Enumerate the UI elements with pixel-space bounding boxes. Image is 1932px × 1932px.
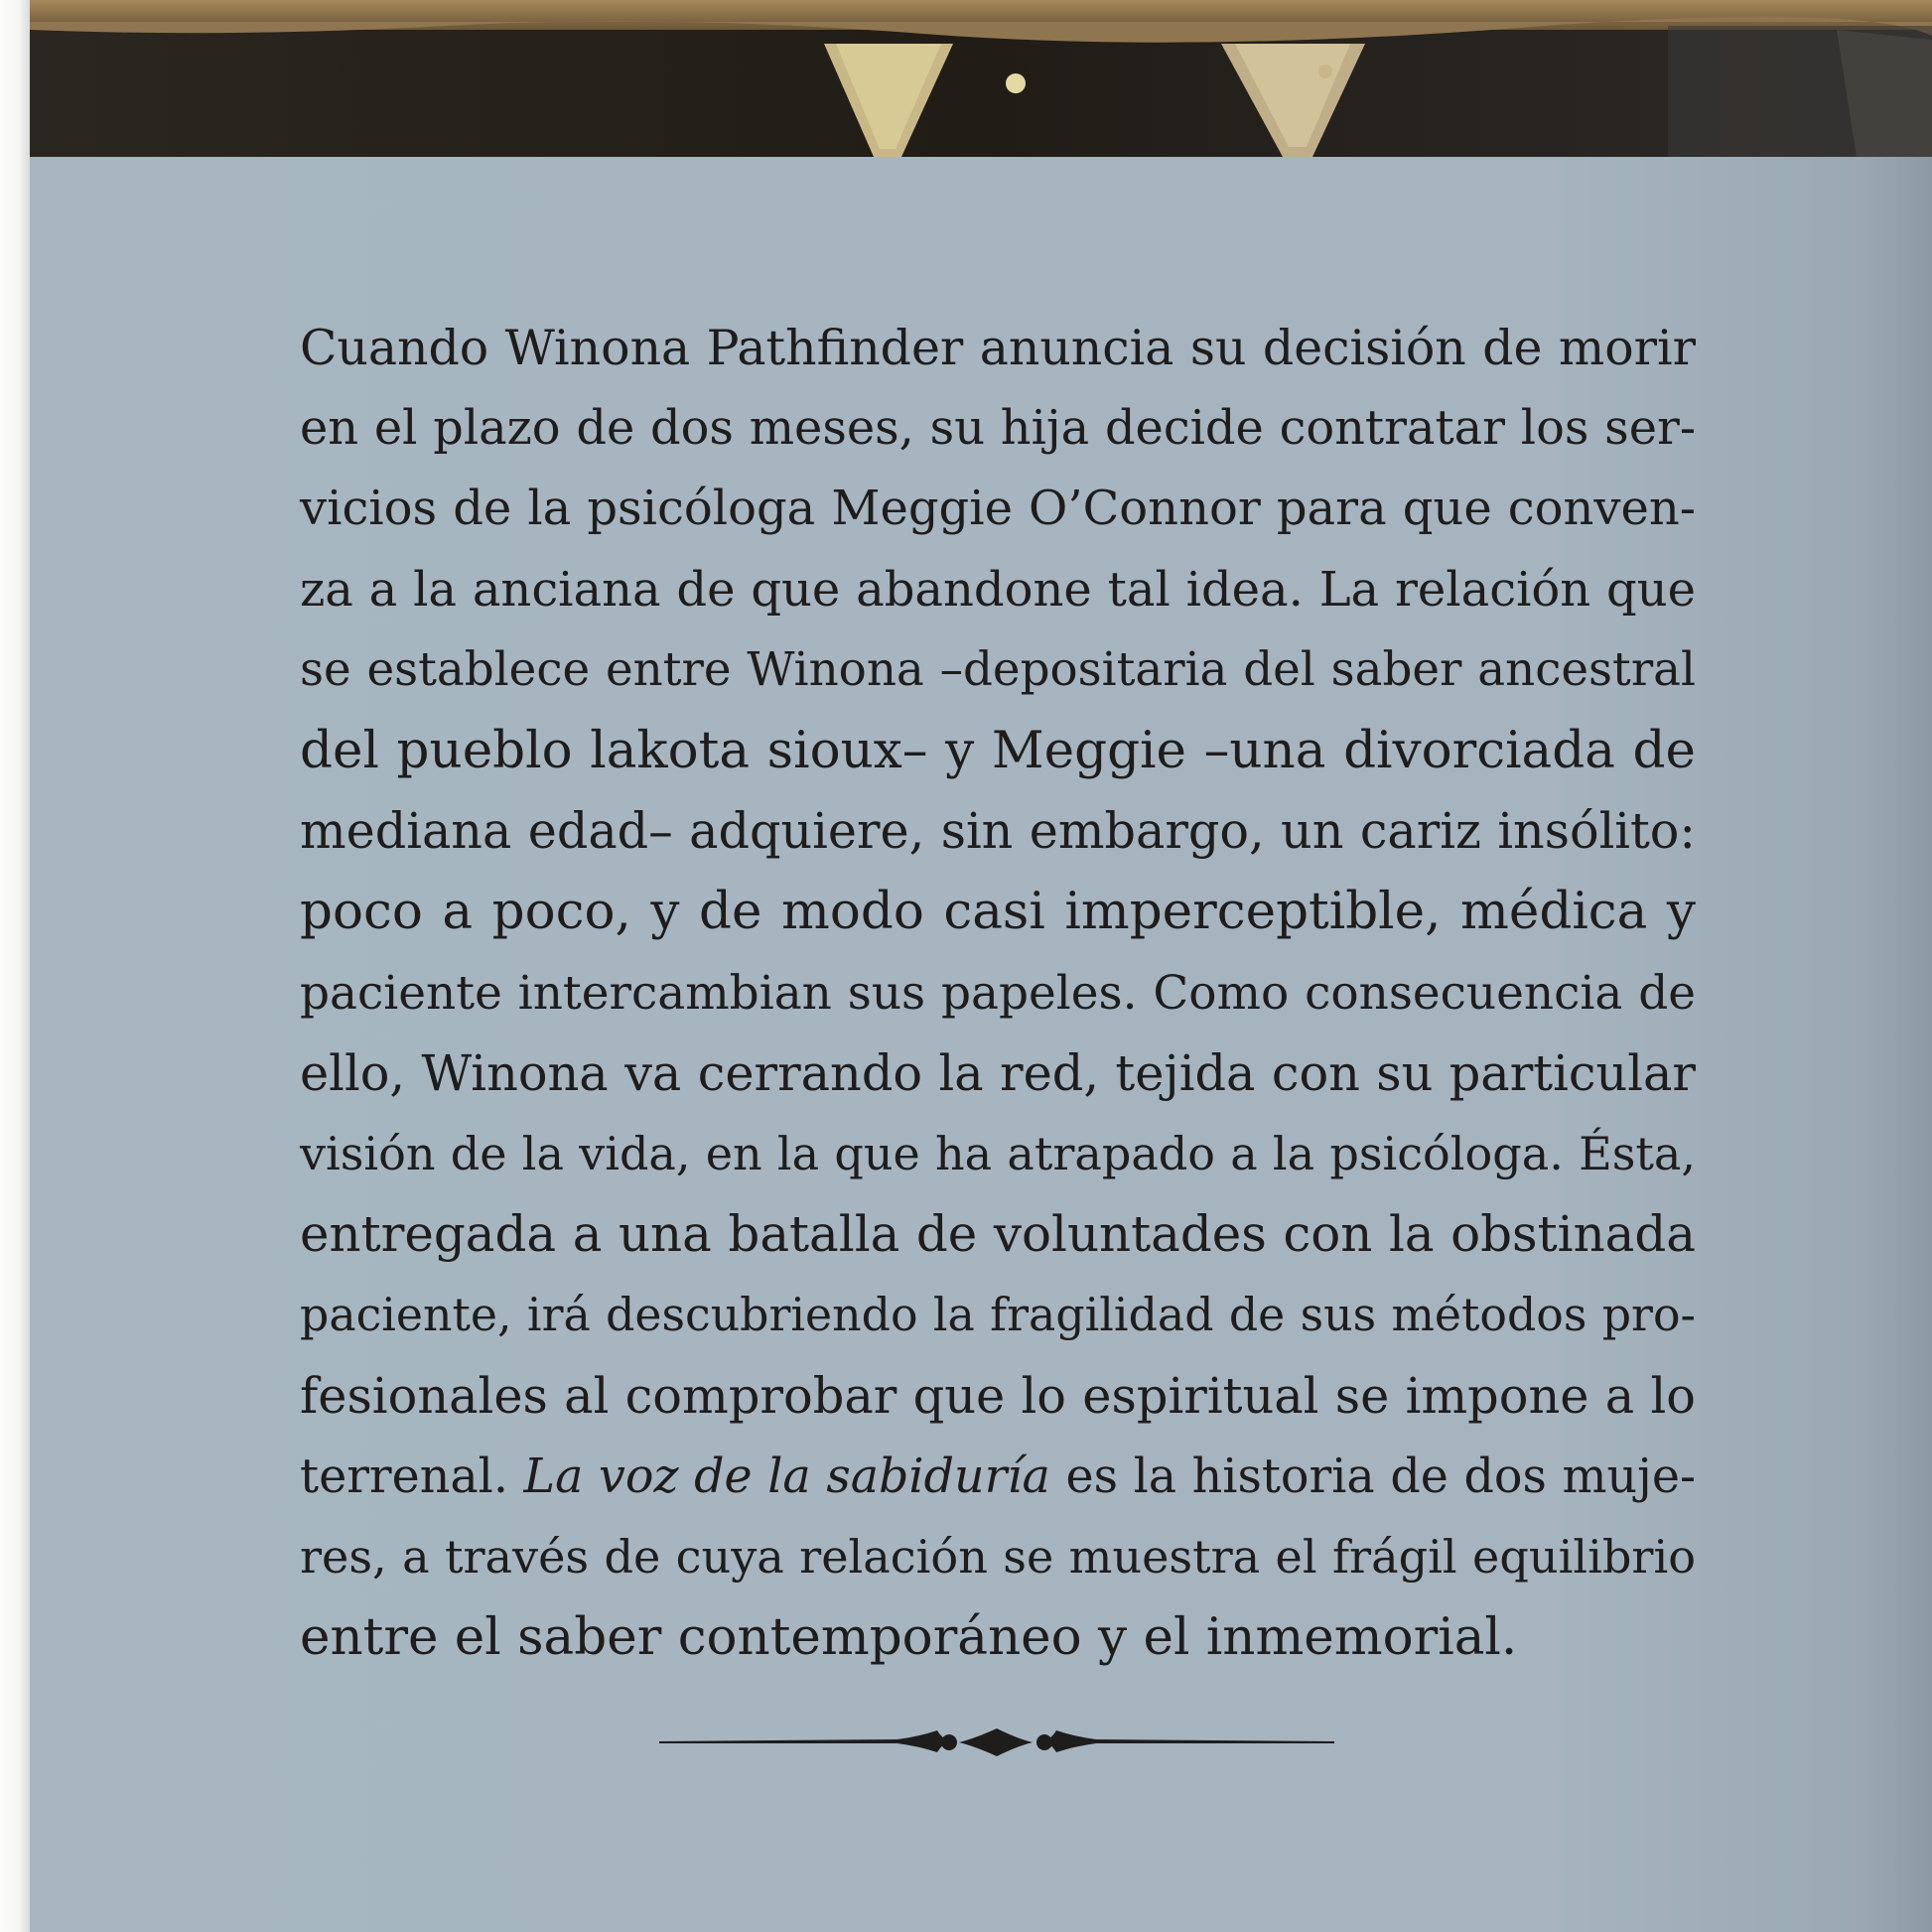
blurb-line: fesionales al comprobar que lo espiritual se impone a lo — [300, 1366, 1696, 1425]
cover-photo-strip — [30, 0, 1932, 157]
blurb-line: res, a través de cuya relación se muestra el frágil equilibrio — [300, 1530, 1696, 1585]
blurb-line: Cuando Winona Pathfinder anuncia su decisión de morir — [300, 320, 1696, 376]
ornament-divider — [659, 1725, 1334, 1760]
blurb-line: vicios de la psicóloga Meggie O’Connor para que conven- — [300, 481, 1696, 537]
blurb-line-last: entre el saber contemporáneo y el inmemorial. — [300, 1607, 1518, 1668]
blurb-line: visión de la vida, en la que ha atrapado a la psicóloga. Ésta, — [300, 1127, 1696, 1181]
blurb-line: paciente intercambian sus papeles. Como consecuencia de — [300, 965, 1696, 1021]
blurb-line: se establece entre Winona –depositaria del saber ancestral — [300, 642, 1696, 697]
book-blurb — [300, 308, 1696, 1678]
blurb-line: paciente, irá descubriendo la fragilidad de sus métodos pro- — [300, 1288, 1696, 1342]
blurb-line-with-title — [300, 1437, 1696, 1517]
blurb-text: es la historia de dos muje- — [1049, 1449, 1696, 1504]
blurb-line: mediana edad– adquiere, sin embargo, un cariz insólito: — [300, 802, 1696, 861]
blurb-line: del pueblo lakota sioux– y Meggie –una divorciada de — [300, 721, 1696, 781]
blurb-line: entregada a una batalla de voluntades con la obstinada — [300, 1205, 1696, 1264]
blurb-line: ello, Winona va cerrando la red, tejida con su particular — [300, 1043, 1696, 1102]
book-title: La voz de la sabiduría — [523, 1449, 1050, 1504]
blurb-text: terrenal. — [300, 1449, 524, 1504]
blurb-line: en el plazo de dos meses, su hija decide contratar los ser- — [300, 401, 1696, 457]
blurb-line: poco a poco, y de modo casi imperceptible, médica y — [300, 882, 1696, 942]
blurb-line: za a la anciana de que abandone tal idea. La relación que — [300, 561, 1696, 618]
cover-edge — [0, 0, 30, 1932]
